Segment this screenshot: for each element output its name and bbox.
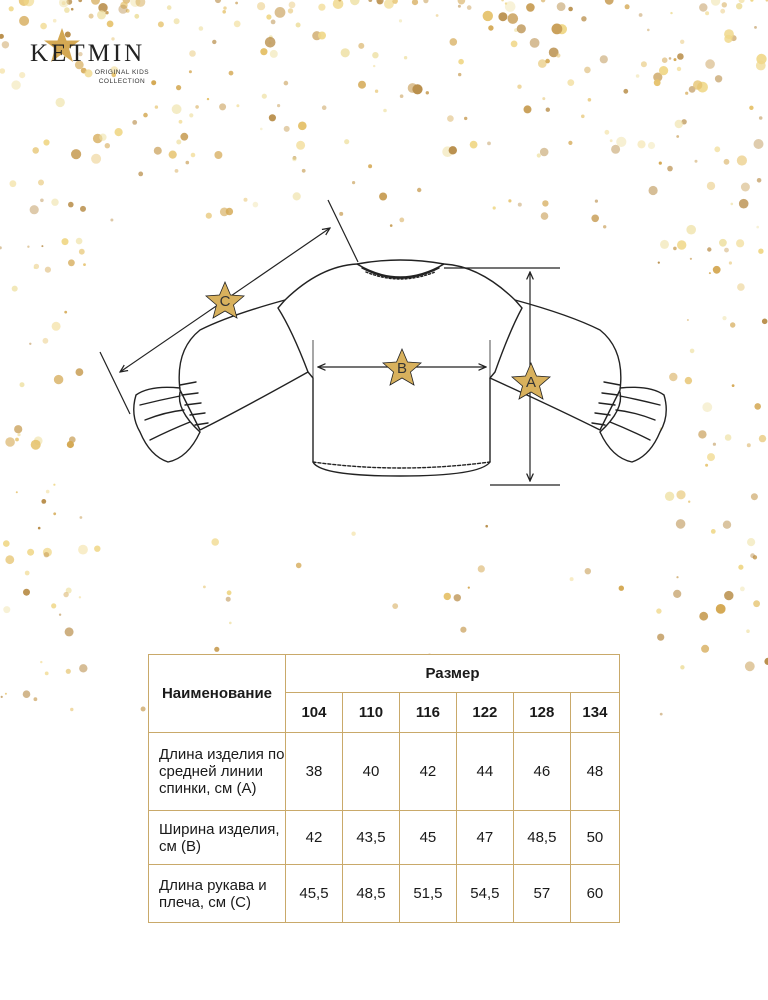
table-cell: 48,5 [513,811,570,865]
garment-sketch [90,195,690,505]
brand-name: KETMIN [30,40,146,67]
size-header-104: 104 [286,693,343,733]
table-cell: 38 [286,733,343,811]
badge-a [512,363,550,399]
size-header-116: 116 [399,693,456,733]
table-cell: 42 [399,733,456,811]
table-cell: 45,5 [286,865,343,923]
size-header-110: 110 [342,693,399,733]
table-cell: 47 [456,811,513,865]
badge-a-label: A [525,374,537,391]
row-label: Ширина изделия, см (В) [149,811,286,865]
table-cell: 57 [513,865,570,923]
size-column-header: Размер [286,655,620,693]
size-header-122: 122 [456,693,513,733]
size-header-134: 134 [570,693,619,733]
table-cell: 43,5 [342,811,399,865]
table-cell: 51,5 [399,865,456,923]
table-cell: 44 [456,733,513,811]
table-cell: 45 [399,811,456,865]
table-header-row [149,655,620,693]
name-column-header: Наименование [149,655,286,733]
table-cell: 60 [570,865,619,923]
table-cell: 50 [570,811,619,865]
size-table [148,654,620,923]
table-row [149,811,620,865]
table-cell: 48 [570,733,619,811]
brand-tagline-line2: COLLECTION [98,78,146,85]
row-label: Длина изделия по средней линии спинки, см (А) [149,733,286,811]
size-header-128: 128 [513,693,570,733]
brand-logo [24,26,164,96]
table-cell: 40 [342,733,399,811]
brand-tagline-line1: ORIGINAL KIDS [94,69,150,76]
badge-c-label: C [219,293,231,310]
badge-b-label: B [396,360,408,377]
table-row [149,865,620,923]
badge-c [206,282,244,318]
table-cell: 48,5 [342,865,399,923]
table-cell: 54,5 [456,865,513,923]
row-label: Длина рукава и плеча, см (С) [149,865,286,923]
table-row [149,733,620,811]
table-cell: 42 [286,811,343,865]
brand-tagline [82,68,162,86]
table-cell: 46 [513,733,570,811]
